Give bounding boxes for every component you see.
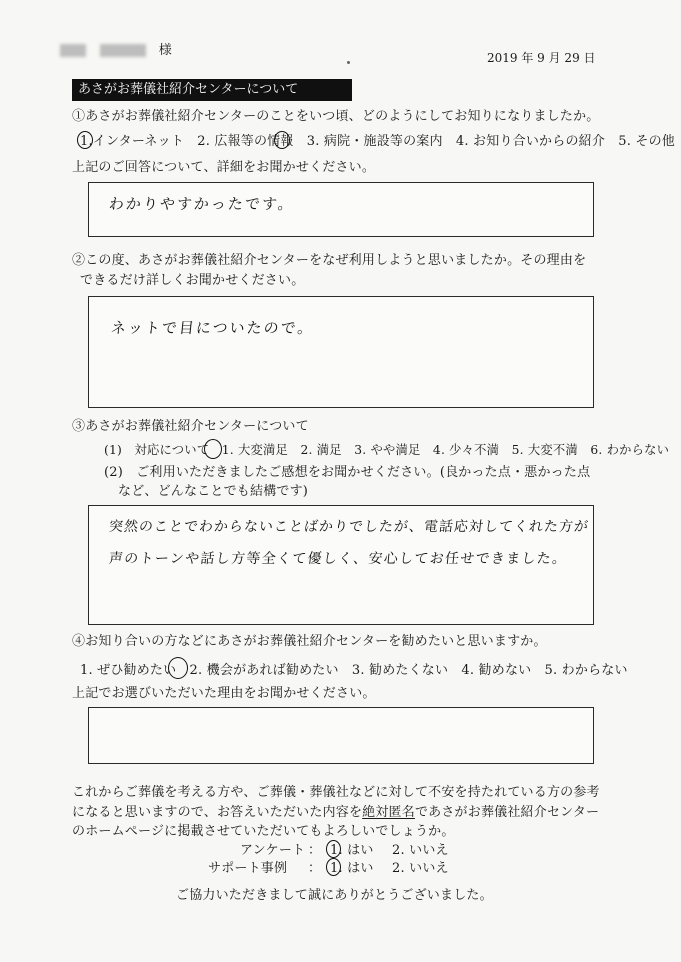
survey-yes-option[interactable]: 1. はい	[330, 843, 374, 858]
q1-answer-text: わかりやすかったです。	[108, 195, 296, 213]
q3-sub2-line1: (2) ご利用いただきましたご感想をお聞かせください。(良かった点・悪かった点	[104, 465, 591, 480]
support-no-option[interactable]: 2. いいえ	[392, 861, 449, 876]
q1-options: 1.インターネット 2. 広報等の情報 3. 病院・施設等の案内 4. お知り合いからの紹介 5. その他	[80, 134, 675, 149]
q3-sub1: (1) 対応について 1. 大変満足 2. 満足 3. やや満足 4. 少々不満 5. 大変不満 6. わからない	[104, 443, 670, 457]
survey-date: 2019 年 9 月 29 日	[487, 51, 596, 65]
q1-question: ①あさがお葬儀社紹介センターのことをいつ頃、どのようにしてお知りになりましたか。	[72, 109, 600, 124]
q3-answer-line2: 声のトーンや話し方等全くて優しく、安心してお任せできました。	[108, 551, 569, 567]
q3-question: ③あさがお葬儀社紹介センターについて	[72, 419, 309, 434]
consent-emphasis: 絶対匿名	[362, 805, 415, 820]
consent-line2-post: であさがお葬儀社紹介センター	[414, 805, 600, 820]
q3-sub2-line2: など、どんなことでも結構です)	[118, 484, 309, 499]
speck-mark	[347, 61, 350, 64]
q4-question: ④お知り合いの方などにあさがお葬儀社紹介センターを勧めたいと思いますか。	[72, 634, 547, 649]
consent-line1: これからご葬儀を考える方や、ご葬儀・葬儀社などに対して不安を持たれている方の参考	[72, 785, 600, 800]
q4-options: 1. ぜひ勧めたい 2. 機会があれば勧めたい 3. 勧めたくない 4. 勧めない 5. わからない	[80, 663, 628, 678]
survey-label: アンケート	[240, 843, 306, 858]
survey-yes-circle	[326, 840, 341, 858]
q3-answer-line1: 突然のことでわからないことばかりでしたが、電話応対してくれた方が	[108, 519, 590, 535]
q3-answer-box[interactable]	[88, 505, 594, 625]
recipient-name	[60, 42, 172, 60]
consent-line3: のホームページに掲載させていただいてもよろしいでしょうか。	[72, 824, 455, 839]
q2-answer-text: ネットで目についたので。	[110, 319, 316, 337]
support-colon: ：	[308, 861, 322, 876]
consent-line2-pre: になると思いますので、お答えいただいた内容を	[72, 805, 363, 820]
q4-followup: 上記でお選びいただいた理由をお聞かせください。	[72, 686, 376, 701]
q2-answer-box[interactable]	[88, 296, 594, 408]
consent-line2	[72, 804, 599, 822]
q2-question-line2: できるだけ詳しくお聞かせください。	[80, 273, 305, 288]
support-label: サポート事例	[208, 861, 288, 876]
q1-selected-circle	[77, 131, 93, 149]
q3-selected-circle	[204, 439, 222, 459]
q4-selected-circle	[168, 657, 188, 679]
support-yes-circle	[326, 858, 341, 876]
redacted-name-2	[100, 44, 146, 57]
page-title: あさがお葬儀社紹介センターについて	[72, 79, 352, 101]
q2-question-line1: ②この度、あさがお葬儀社紹介センターをなぜ利用しようと思いましたか。その理由を	[72, 253, 587, 268]
survey-colon: ：	[308, 843, 322, 858]
footer-thanks: ご協力いただきまして誠にありがとうございました。	[176, 888, 493, 903]
survey-no-option[interactable]: 2. いいえ	[392, 843, 449, 858]
q4-answer-box[interactable]	[88, 707, 594, 764]
recipient-suffix: 様	[158, 43, 172, 58]
q1-followup: 上記のご回答について、詳細をお聞かせください。	[72, 160, 376, 175]
q1-selected-circle-3	[274, 131, 290, 149]
redacted-name-1	[60, 44, 86, 57]
q1-answer-box[interactable]	[88, 182, 594, 237]
support-yes-option[interactable]: 1. はい	[330, 861, 374, 876]
